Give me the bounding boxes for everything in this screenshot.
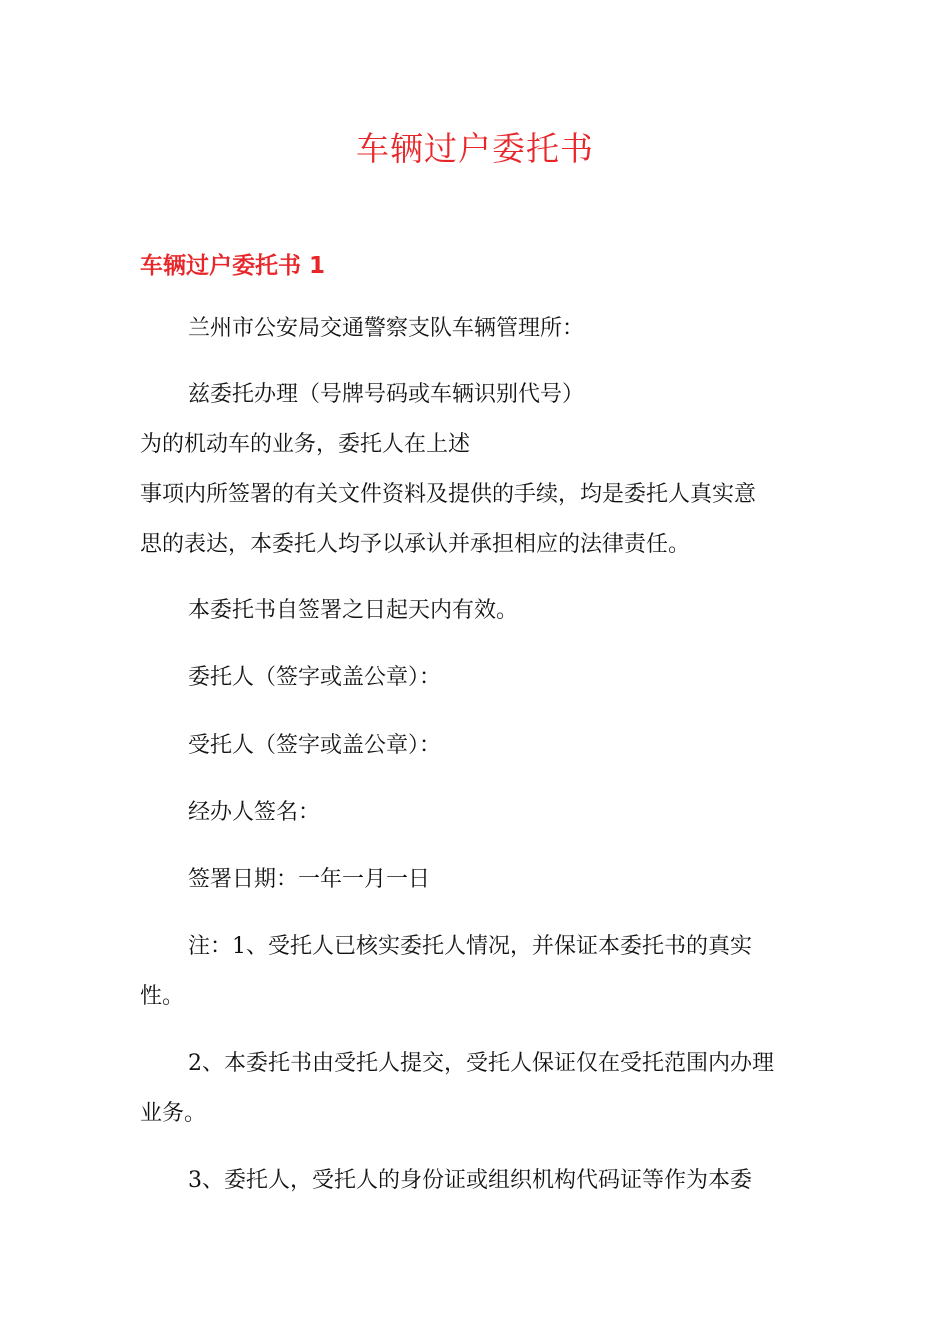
paragraph-line: 为的机动车的业务，委托人在上述 — [140, 432, 471, 457]
paragraph-line: 事项内所签署的有关文件资料及提供的手续，均是委托人真实意 — [140, 482, 757, 507]
paragraph-line: 思的表达，本委托人均予以承认并承担相应的法律责任。 — [140, 532, 691, 557]
handler-signature-line: 经办人签名： — [188, 800, 321, 825]
agent-signature-line: 受托人（签字或盖公章）： — [188, 733, 442, 758]
validity-line: 本委托书自签署之日起天内有效。 — [188, 598, 519, 623]
document-title: 车辆过户委托书 — [356, 129, 594, 168]
note-line: 2、本委托书由受托人提交，受托人保证仅在受托范围内办理 — [188, 1051, 774, 1076]
paragraph-line: 兹委托办理（号牌号码或车辆识别代号） — [188, 382, 585, 407]
note-line: 业务。 — [140, 1101, 207, 1126]
note-line: 注：1、受托人已核实委托人情况，并保证本委托书的真实 — [188, 934, 752, 959]
principal-signature-line: 委托人（签字或盖公章）： — [188, 665, 442, 690]
signing-date-line: 签署日期：一年一月一日 — [188, 867, 431, 892]
addressee-line: 兰州市公安局交通警察支队车辆管理所： — [188, 316, 585, 341]
section-heading: 车辆过户委托书 1 — [140, 253, 326, 279]
note-line: 性。 — [140, 984, 185, 1009]
note-line: 3、委托人，受托人的身份证或组织机构代码证等作为本委 — [188, 1168, 752, 1193]
